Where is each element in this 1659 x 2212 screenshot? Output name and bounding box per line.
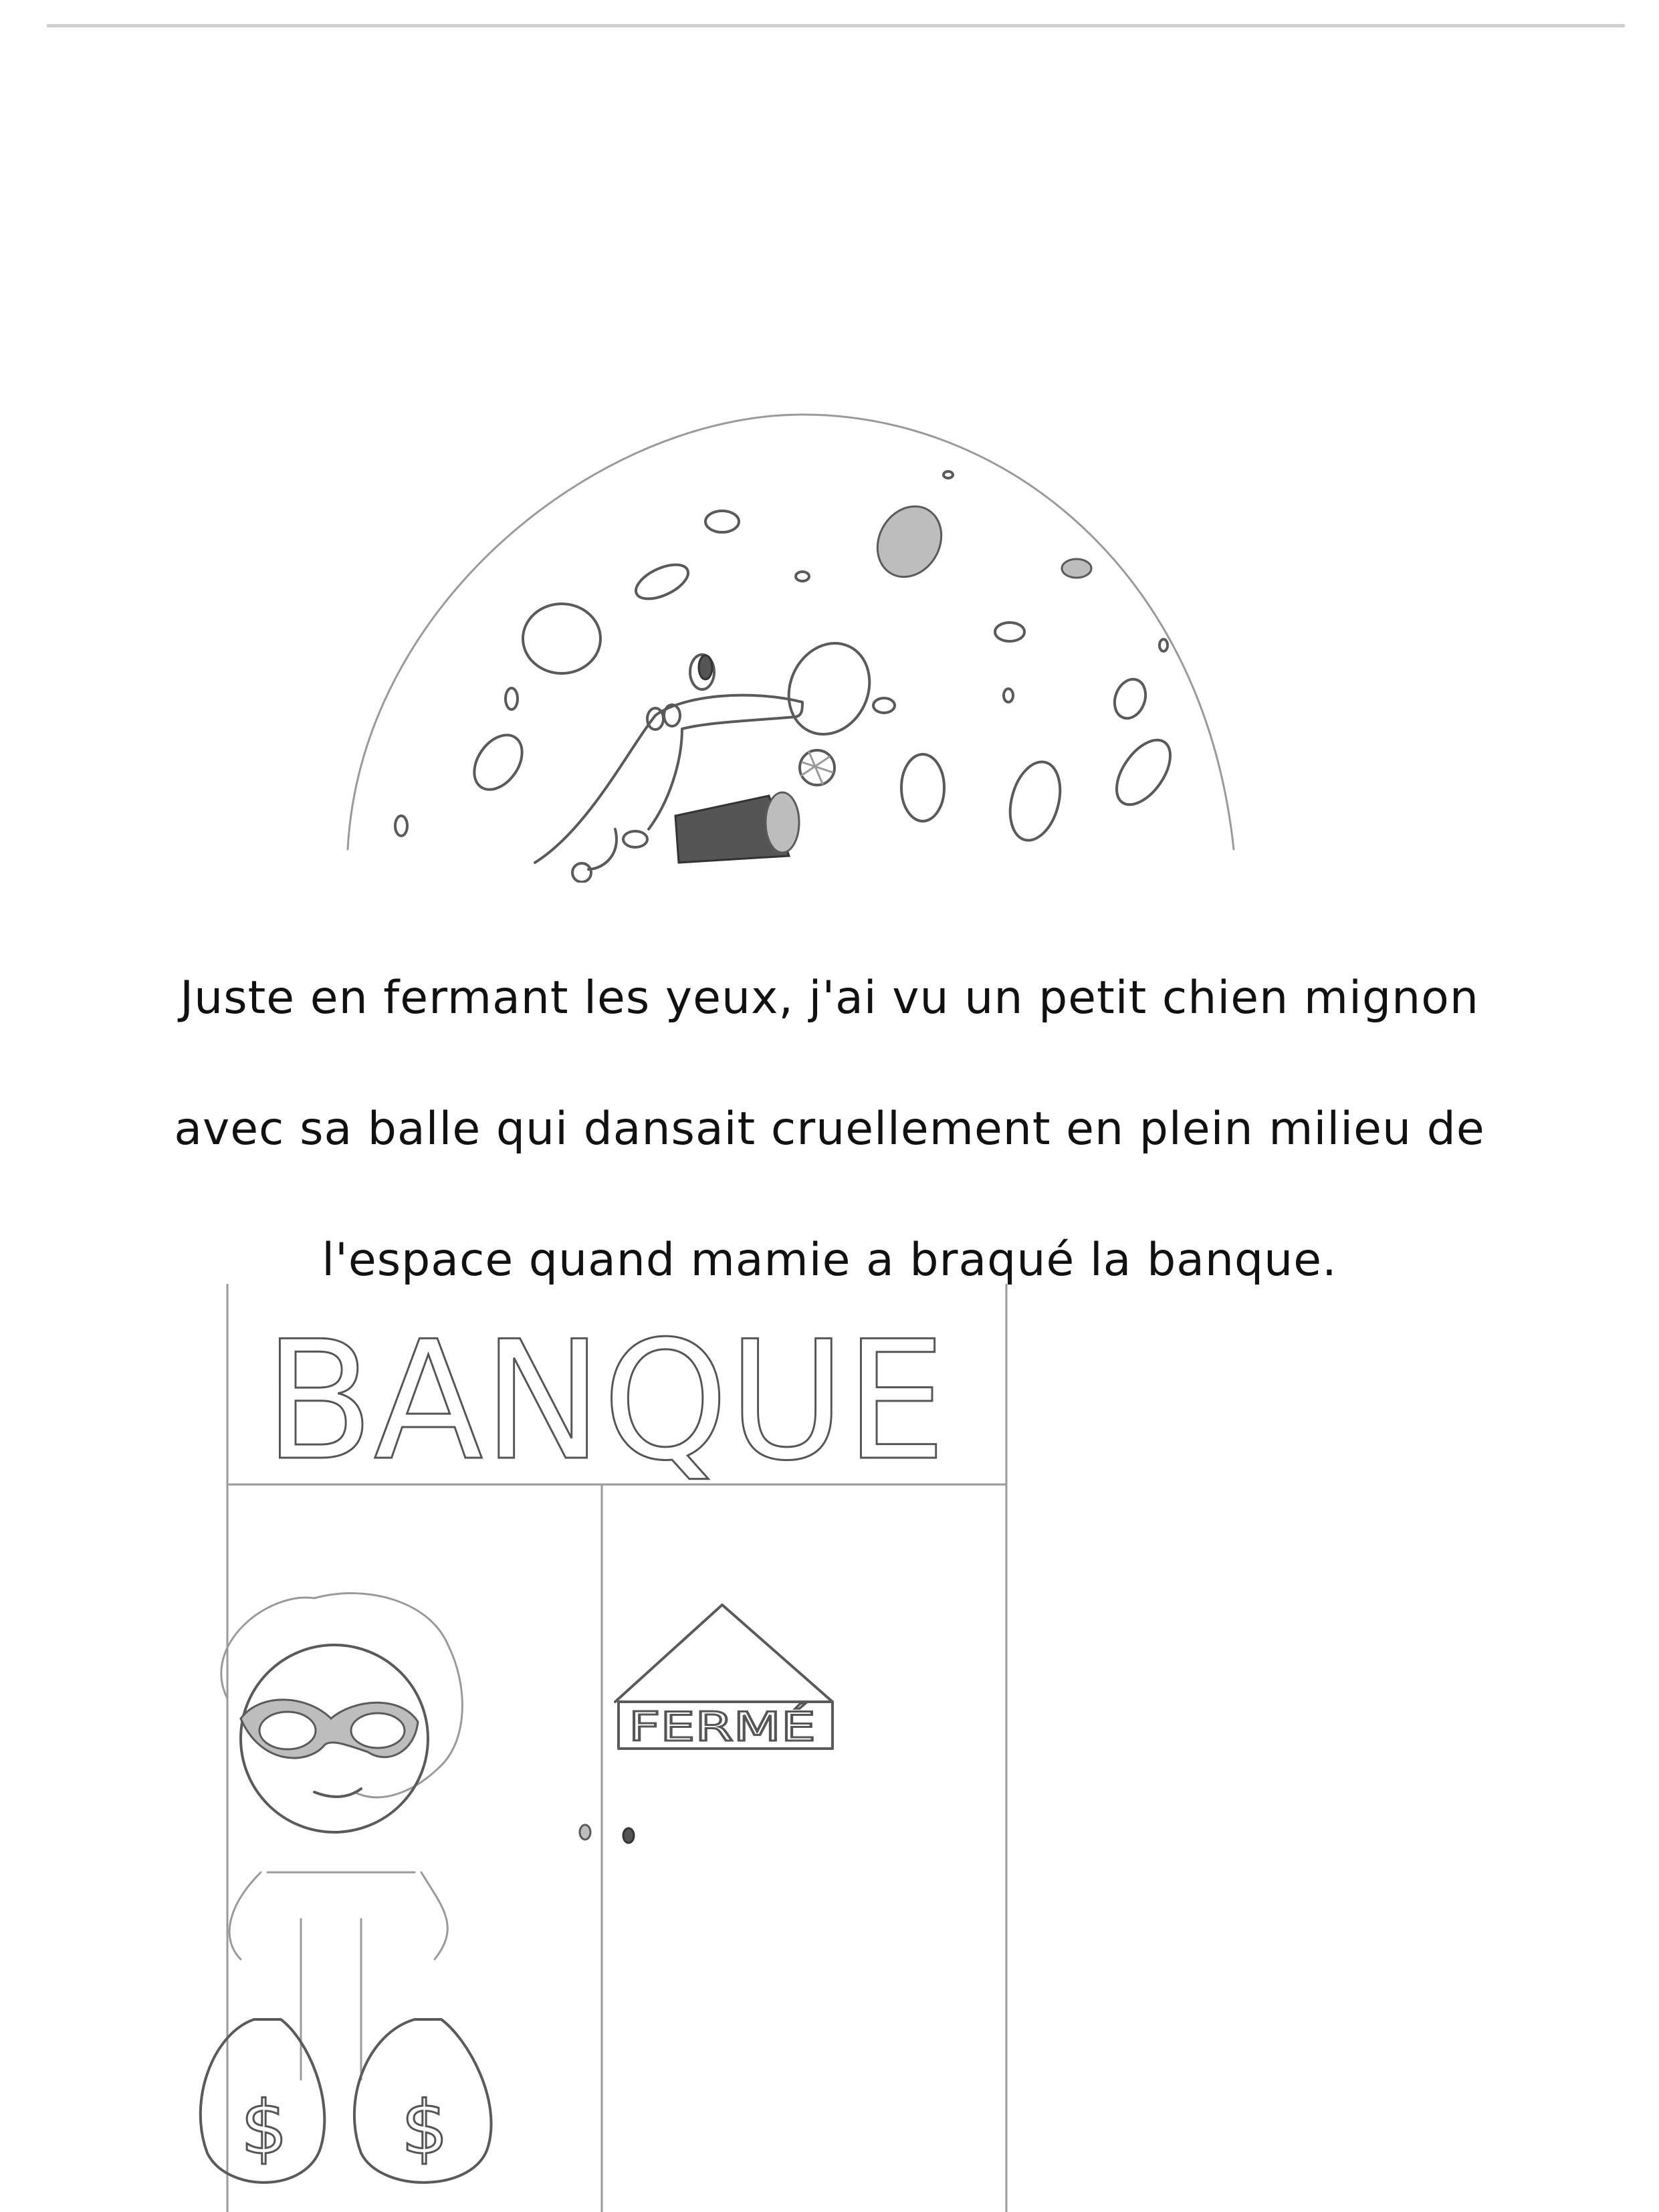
grandma-robber-drawing (201, 1593, 491, 2183)
door-knob-right (623, 1828, 634, 1843)
caption-line-1: Juste en fermant les yeux, j'ai vu un petit chien mignon (180, 972, 1479, 1024)
planet-craters (395, 471, 1181, 846)
story-caption (0, 933, 1659, 1326)
caption-line-3: l'espace quand mamie a braqué la banque. (322, 1234, 1337, 1287)
money-bag-right (354, 2019, 491, 2183)
caption-line-2: avec sa balle qui dansait cruellement en plein milieu de (174, 1103, 1485, 1155)
planet-outline (348, 415, 1234, 849)
ball-drawing (800, 750, 835, 785)
money-bag-right-symbol: $ (401, 2085, 448, 2171)
bank-robbery-drawing (187, 1284, 1030, 2212)
door-sign-text: FERMÉ (629, 1704, 765, 1751)
closed-door-sign (615, 1605, 833, 1751)
door-knob-left (580, 1825, 590, 1840)
dog-drawing (535, 655, 802, 882)
page-top-rule (47, 24, 1625, 27)
money-bag-left (201, 2019, 325, 2183)
space-planet-drawing (334, 401, 1270, 883)
money-bag-left-symbol: $ (241, 2085, 288, 2171)
bank-sign-text: BANQUE (264, 1306, 946, 1497)
